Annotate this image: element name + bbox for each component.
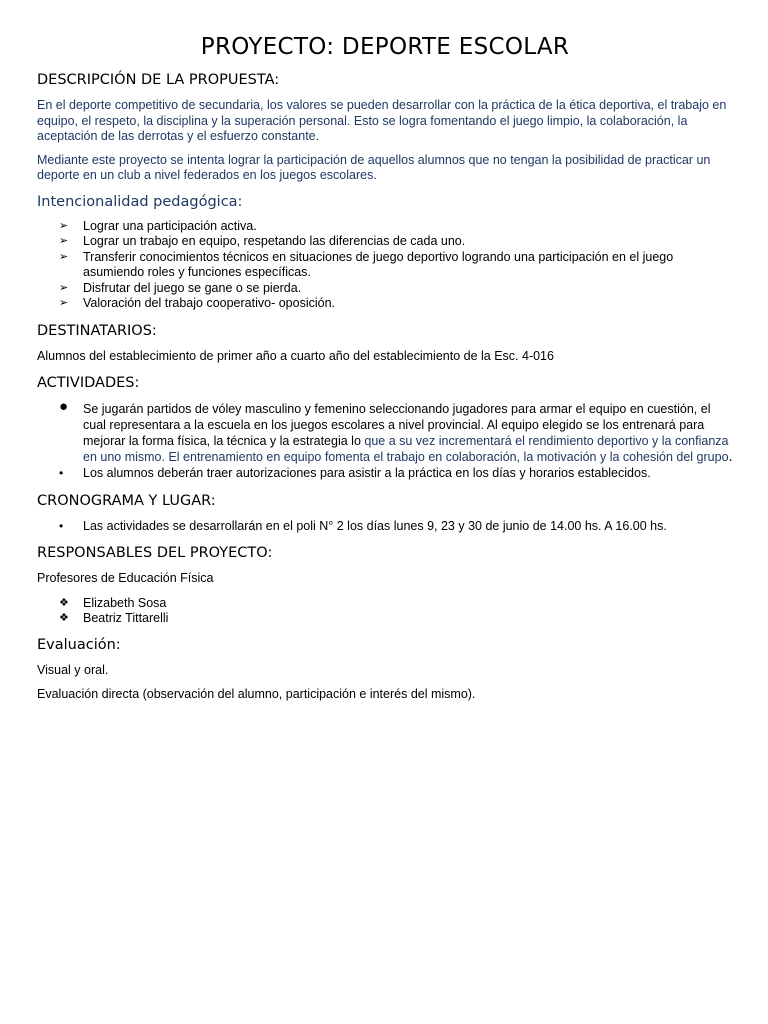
- list-item: ➢ Lograr un trabajo en equipo, respetando las diferencias de cada uno.: [59, 234, 466, 248]
- intencionalidad-list: [37, 219, 733, 312]
- descripcion-paragraph-1: En el deporte competitivo de secundaria, los valores se pueden desarrollar con la práctica de la ética deportiva, el trabajo en equipo, el respeto, la disciplina y la superación personal. Esto se logra fomentando el juego limpio, la colaboración, la aceptación de las derrotas y el esfuerzo constante.: [37, 98, 727, 143]
- evaluacion-paragraph-2: Evaluación directa (observación del alumno, participación e interés del mismo).: [37, 687, 476, 701]
- descripcion-paragraph-2: Mediante este proyecto se intenta lograr la participación de aquellos alumnos que no tengan la posibilidad de practicar un deporte en un club a nivel federados en los juegos escolares.: [37, 152, 711, 182]
- document-page: [37, 30, 733, 703]
- evaluacion-heading: Evaluación:: [37, 636, 121, 653]
- destinatarios-heading: DESTINATARIOS:: [37, 322, 157, 339]
- arrowhead-icon: ➢: [59, 297, 69, 309]
- arrowhead-icon: ➢: [59, 281, 69, 294]
- responsables-heading: RESPONSABLES DEL PROYECTO:: [37, 545, 273, 561]
- list-item: ➢ Valoración del trabajo cooperativo- oposición.: [59, 296, 336, 310]
- descripcion-heading: DESCRIPCIÓN DE LA PROPUESTA:: [37, 72, 280, 88]
- bullet-dot-icon: •: [59, 466, 64, 480]
- responsables-intro: Profesores de Educación Física: [37, 571, 214, 585]
- bullet-dot-icon: •: [59, 518, 64, 533]
- list-item: ➢ Disfrutar del juego se gane o se pierda.: [59, 280, 302, 295]
- destinatarios-text: Alumnos del establecimiento de primer año a cuarto año del establecimiento de la Esc. 4-016: [37, 348, 554, 363]
- list-item: ● Se jugarán partidos de vóley masculino y femenino seleccionando jugadores para armar el equipo en cuestión, el cual representara a la escuela en los juegos escolares a nivel provincial. Al equipo elegido se los entrenará para mejorar la forma física, la técnica y la estrategia lo que a su vez incrementará el rendimiento deportivo y la confianza en uno mismo. El entrenamiento en equipo fomenta el trabajo en colaboración, la motivación y la cohesión del grupo.: [59, 398, 733, 465]
- intencionalidad-heading: Intencionalidad pedagógica:: [37, 193, 243, 210]
- responsables-list: [37, 596, 733, 627]
- document-title: PROYECTO: DEPORTE ESCOLAR: [200, 34, 570, 60]
- cronograma-heading: CRONOGRAMA Y LUGAR:: [37, 492, 216, 509]
- list-item: ❖ Beatriz Tittarelli: [59, 611, 169, 625]
- actividades-heading: ACTIVIDADES:: [37, 375, 140, 391]
- actividades-list: [37, 398, 733, 482]
- list-item: ➢ Lograr una participación activa.: [59, 218, 257, 233]
- bullet-dot-icon: ●: [59, 398, 69, 415]
- arrowhead-icon: ➢: [59, 235, 69, 247]
- arrowhead-icon: ➢: [59, 219, 69, 232]
- cronograma-list: [37, 519, 733, 535]
- arrowhead-icon: ➢: [59, 250, 69, 263]
- diamond-bullet-icon: ❖: [59, 612, 69, 624]
- list-item: ❖ Elizabeth Sosa: [59, 595, 167, 610]
- list-item: ➢ Transferir conocimientos técnicos en situaciones de juego deportivo logrando una participación en el juego asumiendo roles y funciones específicas.: [59, 249, 674, 279]
- diamond-bullet-icon: ❖: [59, 596, 69, 609]
- list-item: • Los alumnos deberán traer autorizaciones para asistir a la práctica en los días y horarios establecidos.: [59, 466, 651, 480]
- list-item: • Las actividades se desarrollarán en el poli N° 2 los días lunes 9, 23 y 30 de junio de 14.00 hs. A 16.00 hs.: [59, 518, 667, 533]
- evaluacion-paragraph-1: Visual y oral.: [37, 662, 109, 677]
